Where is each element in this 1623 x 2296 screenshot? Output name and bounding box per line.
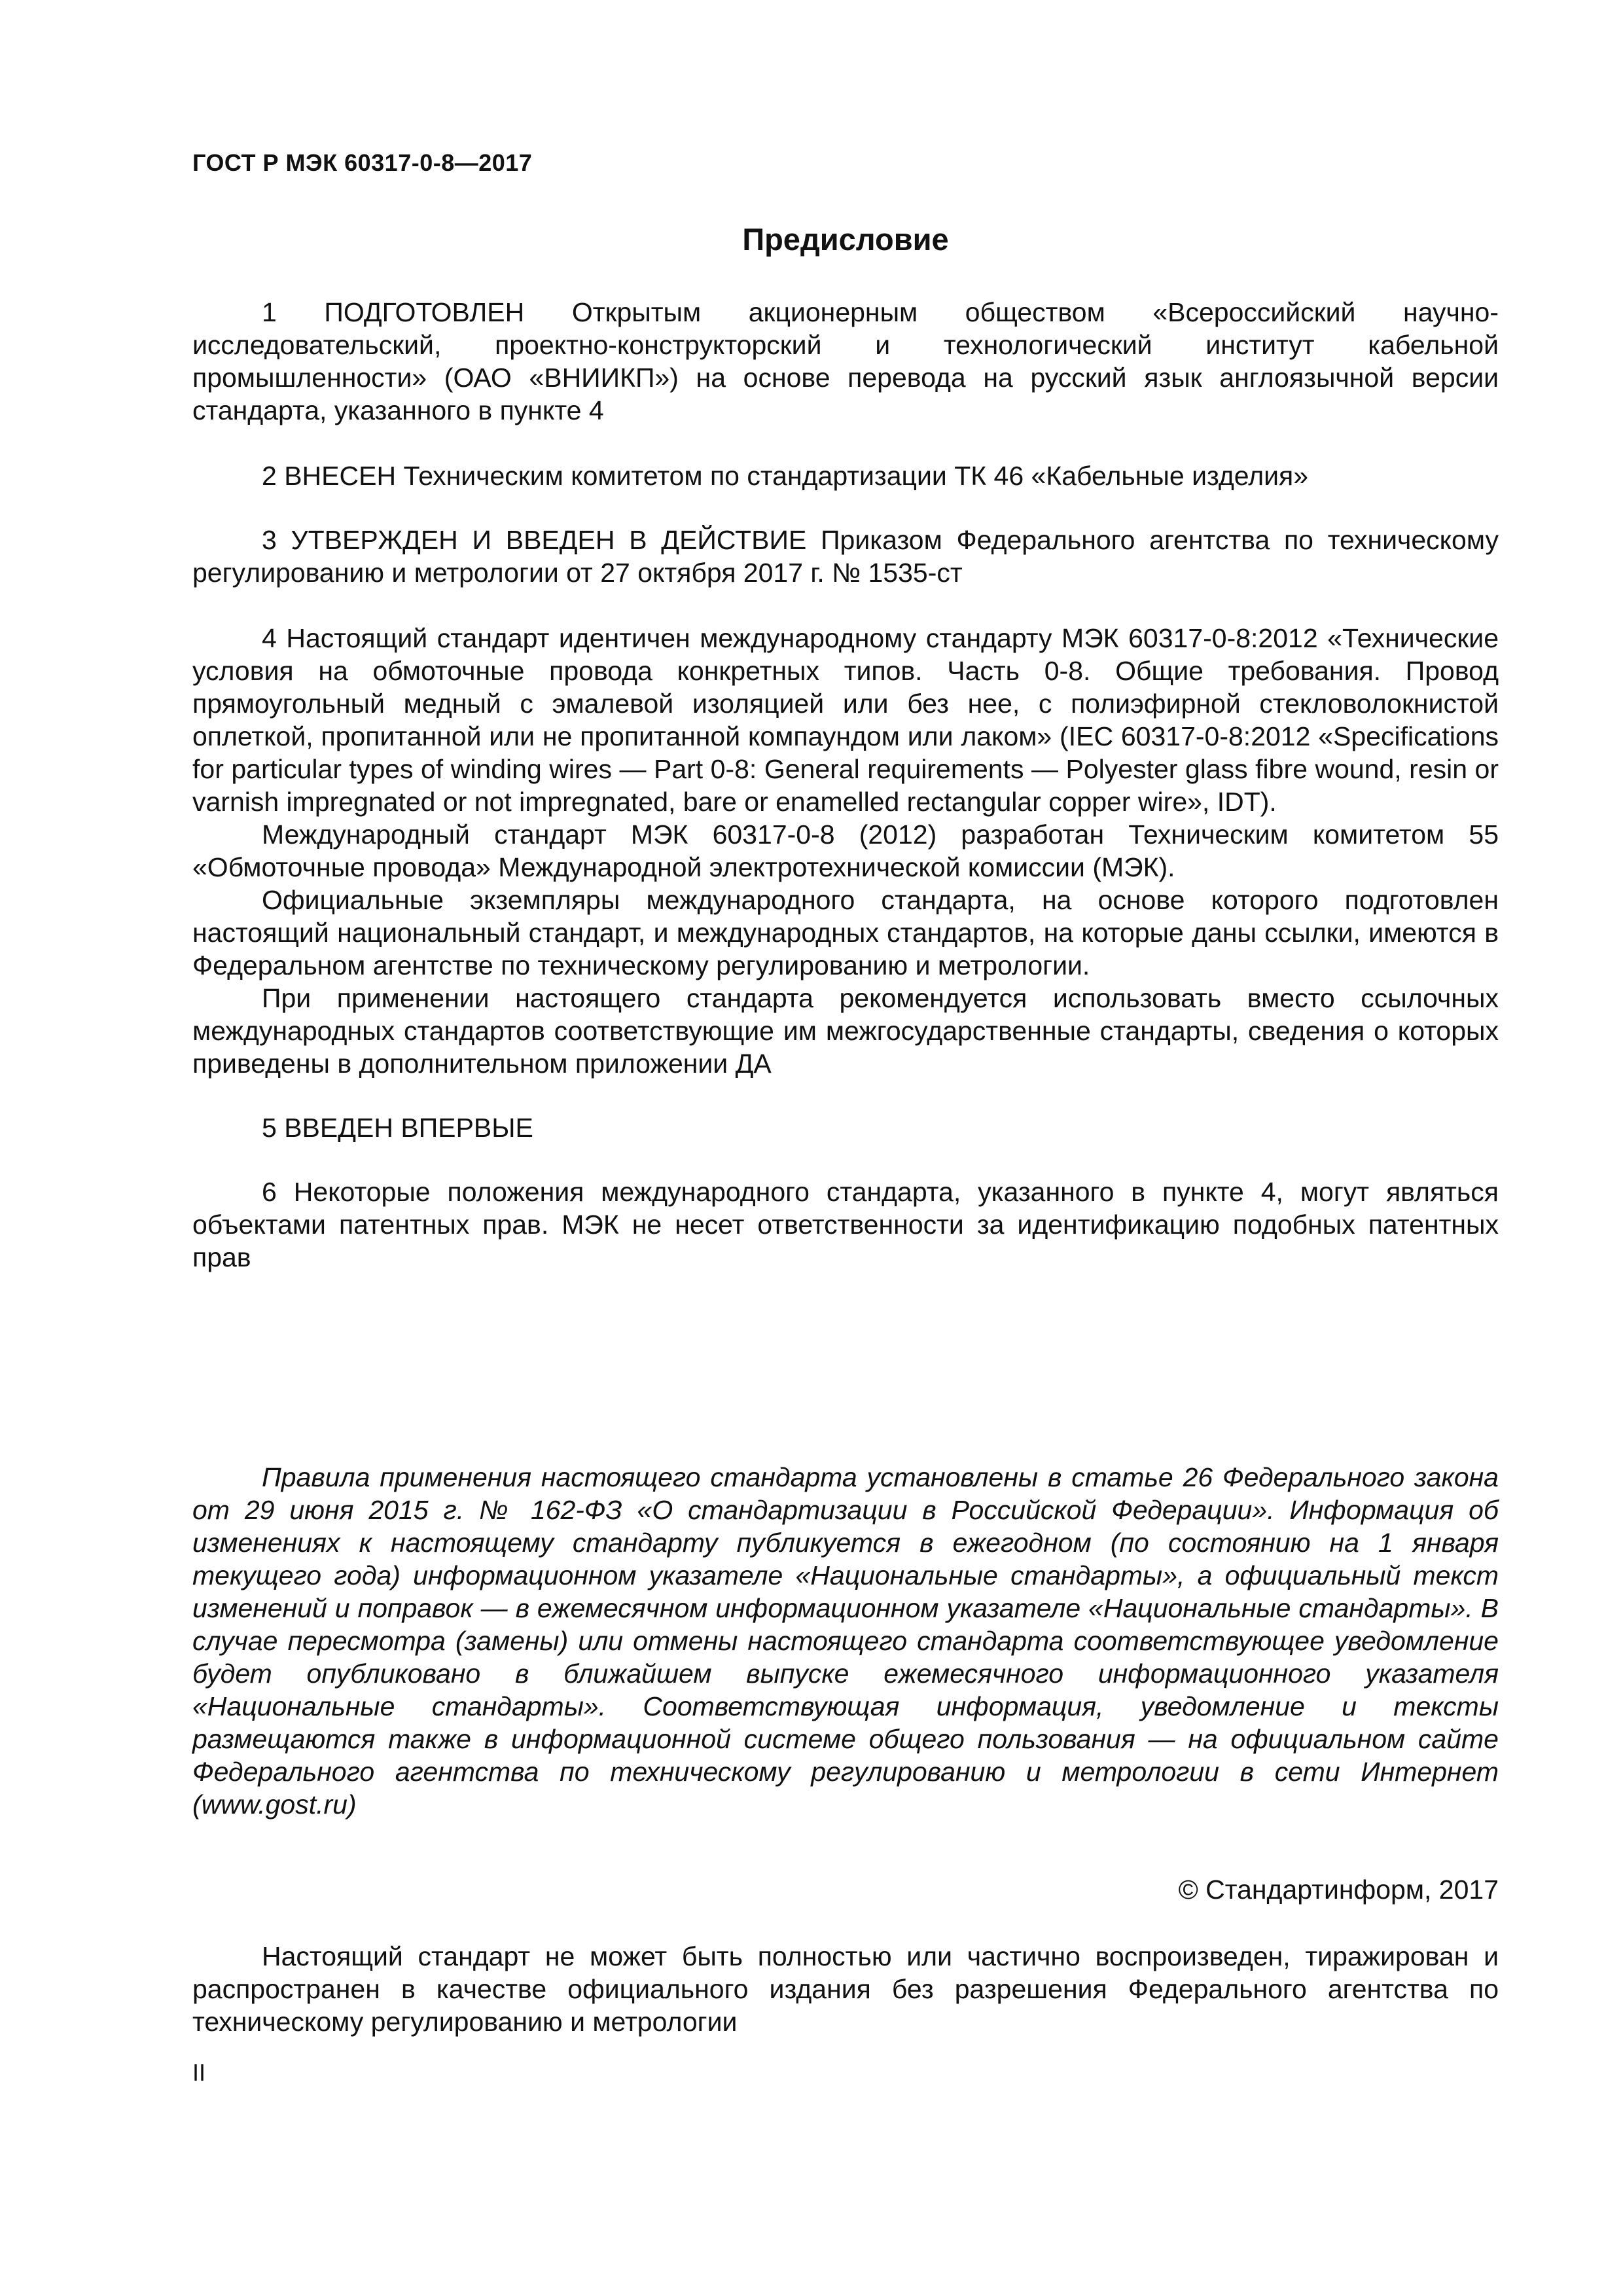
paragraph-6-patent-rights: 6 Некоторые положения международного стандарта, указанного в пункте 4, могут являться объектами патентных прав. МЭК не несет ответственности за идентификацию подобных патентных прав <box>192 1177 1499 1272</box>
paragraph-4-application-note: При применении настоящего стандарта рекомендуется использовать вместо ссылочных международных стандартов соответствующие им межгосударственные стандарты, сведения о которых приведены в дополнительном приложении ДА <box>192 983 1499 1079</box>
paragraph-4-developed-by: Международный стандарт МЭК 60317-0-8 (2012) разработан Техническим комитетом 55 «Обмоточные провода» Международной электротехнической комиссии (МЭК). <box>192 819 1499 882</box>
paragraph-4-identical-standard: 4 Настоящий стандарт идентичен международному стандарту МЭК 60317-0-8:2012 «Технические условия на обмоточные провода конкретных типов. Часть 0-8. Общие требования. Провод прямоугольный медный с эмалевой изоляцией или без нее, с полиэфирной стекловолокнистой оплеткой, пропитанной или не пропитанной компаундом или лаком» (IEC 60317-0-8:2012 «Specifications for particular types of winding wires — Part 0-8: General requirements — Polyester glass fibre wound, resin or varnish impregnated or not impregnated, bare or enamelled rectangular copper wire», IDT). <box>192 623 1499 817</box>
page-number: II <box>192 2059 206 2086</box>
paragraph-4-official-copies: Официальные экземпляры международного стандарта, на основе которого подготовлен настоящий национальный стандарт, и международных стандартов, на которые даны ссылки, имеются в Федеральном агентстве по техническому регулированию и метрологии. <box>192 885 1499 980</box>
application-rules-text: Правила применения настоящего стандарта установлены в статье 26 Федерального закона от 29 июня 2015 г. № 162-ФЗ «О стандартизации в Российской Федерации». Информация об изменениях к настоящему стандарту публикуется в ежегодном (по состоянию на 1 января текущего года) информационном указателе «Национальные стандарты», а официальный текст изменений и поправок — в ежемесячном информационном указателе «Национальные стандарты». В случае пересмотра (замены) или отмены настоящего стандарта соответствующее уведомление будет опубликовано в ближайшем выпуске ежемесячного информационного указателя «Национальные стандарты». Соответствующая информация, уведомление и тексты размещаются также в информационной системе общего пользования — на официальном сайте Федерального агентства по техническому регулированию и метрологии в сети Интернет (www.gost.ru) <box>192 1462 1499 1820</box>
paragraph-3-approved: 3 УТВЕРЖДЕН И ВВЕДЕН В ДЕЙСТВИЕ Приказом Федерального агентства по техническому регулированию и метрологии от 27 октября 2017 г. № 1535-ст <box>192 525 1499 588</box>
paragraph-5-introduced-first: 5 ВВЕДЕН ВПЕРВЫЕ <box>262 1113 533 1143</box>
paragraph-2-submitted: 2 ВНЕСЕН Техническим комитетом по стандартизации ТК 46 «Кабельные изделия» <box>262 461 1309 491</box>
document-code: ГОСТ Р МЭК 60317-0-8—2017 <box>192 149 533 176</box>
paragraph-1-prepared: 1 ПОДГОТОВЛЕН Открытым акционерным обществом «Всероссийский научно-исследовательский, проектно-конструкторский и технологический институт кабельной промышленности» (ОАО «ВНИИКП») на основе перевода на русский язык англоязычной версии стандарта, указанного в пункте 4 <box>192 297 1499 425</box>
reproduction-notice: Настоящий стандарт не может быть полностью или частично воспроизведен, тиражирован и распространен в качестве официального издания без разрешения Федерального агентства по техническому регулированию и метрологии <box>192 1941 1499 2037</box>
copyright-line: © Стандартинформ, 2017 <box>1178 1874 1499 1905</box>
page-title: Предисловие <box>742 222 949 257</box>
